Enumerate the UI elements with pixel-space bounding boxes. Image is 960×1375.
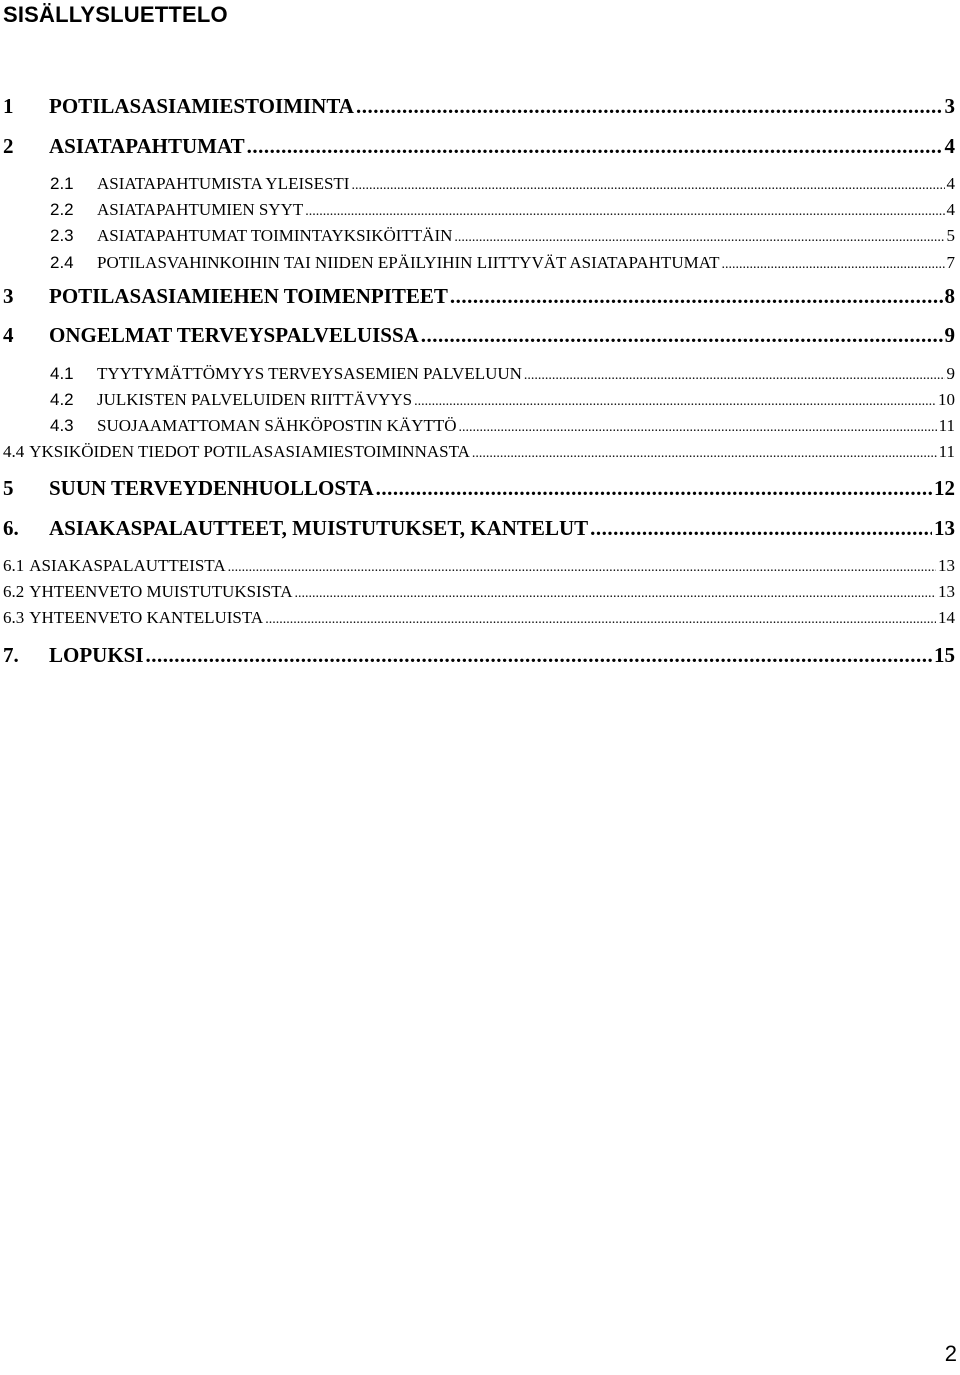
toc-entry-number: 1 bbox=[3, 94, 14, 118]
toc-entry-label: SUUN TERVEYDENHUOLLOSTA bbox=[49, 476, 374, 500]
toc-entry-page: 14 bbox=[938, 608, 955, 627]
toc-entry[interactable] bbox=[0, 476, 955, 506]
toc-entry-number: 4.3 bbox=[50, 416, 74, 435]
toc-entry[interactable] bbox=[0, 608, 955, 630]
toc-leader-dots bbox=[472, 446, 937, 462]
toc-leader-dots bbox=[450, 284, 943, 309]
toc-entry-label: ONGELMAT TERVEYSPALVELUISSA bbox=[49, 323, 419, 347]
toc-entry[interactable] bbox=[0, 442, 955, 464]
toc-entry-number: 4 bbox=[3, 323, 14, 347]
toc-entry-number: 7. bbox=[3, 643, 19, 667]
toc-entry-page: 9 bbox=[944, 323, 955, 347]
toc-entry[interactable] bbox=[0, 200, 955, 222]
toc-entry-number: 4.4 bbox=[3, 442, 25, 461]
toc-entry[interactable] bbox=[0, 416, 955, 438]
page-number: 2 bbox=[944, 1341, 957, 1366]
toc-entry[interactable] bbox=[0, 556, 955, 578]
toc-leader-dots bbox=[376, 476, 932, 501]
toc-entry-page: 4 bbox=[946, 200, 955, 219]
toc-entry[interactable] bbox=[0, 390, 955, 412]
toc-entry-number: 6. bbox=[3, 516, 19, 540]
toc-entry-number: 2 bbox=[3, 134, 14, 158]
toc-leader-dots bbox=[146, 643, 932, 668]
toc-leader-dots bbox=[721, 257, 944, 273]
toc-entry-label: SUOJAAMATTOMAN SÄHKÖPOSTIN KÄYTTÖ bbox=[97, 416, 457, 435]
toc-entry[interactable] bbox=[0, 134, 955, 164]
toc-entry-label: TYYTYMÄTTÖMYYS TERVEYSASEMIEN PALVELUUN bbox=[97, 364, 522, 383]
toc-entry-page: 4 bbox=[946, 174, 955, 193]
toc-entry-number: 2.4 bbox=[50, 253, 74, 272]
toc-entry[interactable] bbox=[0, 94, 955, 124]
toc-entry-label: ASIATAPAHTUMIEN SYYT bbox=[97, 200, 304, 219]
toc-entry-number: 3 bbox=[3, 284, 14, 308]
toc-leader-dots bbox=[590, 516, 932, 541]
toc-entry-page: 5 bbox=[946, 226, 955, 245]
toc-entry-label: ASIATAPAHTUMAT TOIMINTAYKSIKÖITTÄIN bbox=[97, 226, 453, 245]
toc-entry-label: ASIAKASPALAUTTEET, MUISTUTUKSET, KANTELUT bbox=[49, 516, 589, 540]
toc-leader-dots bbox=[454, 230, 944, 246]
toc-leader-dots bbox=[351, 178, 944, 194]
toc-entry-number: 6.2 bbox=[3, 582, 25, 601]
toc-entry[interactable] bbox=[0, 364, 955, 386]
toc-leader-dots bbox=[459, 420, 937, 436]
toc-leader-dots bbox=[228, 560, 936, 576]
toc-entry-number: 2.1 bbox=[50, 174, 74, 193]
toc-leader-dots bbox=[247, 134, 943, 159]
toc-entry-label: YHTEENVETO MUISTUTUKSISTA bbox=[29, 582, 293, 601]
toc-entry[interactable] bbox=[0, 174, 955, 196]
toc-entry-page: 11 bbox=[938, 442, 955, 461]
toc-entry[interactable] bbox=[0, 284, 955, 314]
toc-entry-page: 13 bbox=[938, 582, 955, 601]
toc-entry-number: 4.2 bbox=[50, 390, 74, 409]
toc-entry-label: ASIAKASPALAUTTEISTA bbox=[29, 556, 226, 575]
toc-leader-dots bbox=[305, 204, 944, 220]
toc-title: SISÄLLYSLUETTELO bbox=[3, 2, 228, 27]
toc-entry-page: 10 bbox=[938, 390, 955, 409]
toc-leader-dots bbox=[356, 94, 943, 119]
toc-entry-number: 2.3 bbox=[50, 226, 74, 245]
toc-entry[interactable] bbox=[0, 226, 955, 248]
toc-entry-label: LOPUKSI bbox=[49, 643, 144, 667]
toc-entry-page: 11 bbox=[938, 416, 955, 435]
toc-entry[interactable] bbox=[0, 582, 955, 604]
toc-entry-label: YKSIKÖIDEN TIEDOT POTILASASIAMIESTOIMINNASTA bbox=[29, 442, 470, 461]
toc-entry-label: POTILASVAHINKOIHIN TAI NIIDEN EPÄILYIHIN LIITTYVÄT ASIATAPAHTUMAT bbox=[97, 253, 720, 272]
toc-leader-dots bbox=[294, 586, 936, 602]
toc-entry-page: 12 bbox=[934, 476, 955, 500]
toc-leader-dots bbox=[421, 323, 943, 348]
toc-entry[interactable] bbox=[0, 253, 955, 275]
toc-entry-page: 13 bbox=[934, 516, 955, 540]
toc-entry-page: 3 bbox=[944, 94, 955, 118]
toc-entry-page: 8 bbox=[944, 284, 955, 308]
toc-entry-label: POTILASASIAMIESTOIMINTA bbox=[49, 94, 354, 118]
toc-entry-page: 9 bbox=[946, 364, 955, 383]
toc-entry-number: 6.3 bbox=[3, 608, 25, 627]
toc-entry-number: 2.2 bbox=[50, 200, 74, 219]
toc-entry-label: YHTEENVETO KANTELUISTA bbox=[29, 608, 264, 627]
toc-leader-dots bbox=[524, 368, 945, 384]
toc-leader-dots bbox=[414, 394, 936, 410]
toc-entry-number: 6.1 bbox=[3, 556, 25, 575]
toc-entry[interactable] bbox=[0, 516, 955, 546]
toc-leader-dots bbox=[265, 612, 936, 628]
toc-entry-page: 7 bbox=[946, 253, 955, 272]
toc-entry-label: JULKISTEN PALVELUIDEN RIITTÄVYYS bbox=[97, 390, 413, 409]
toc-entry-page: 13 bbox=[938, 556, 955, 575]
toc-entry-number: 5 bbox=[3, 476, 14, 500]
toc-entry-page: 15 bbox=[934, 643, 955, 667]
toc-entry-page: 4 bbox=[944, 134, 955, 158]
toc-entry-label: ASIATAPAHTUMAT bbox=[49, 134, 245, 158]
toc-entry-number: 4.1 bbox=[50, 364, 74, 383]
toc-entry-label: POTILASASIAMIEHEN TOIMENPITEET bbox=[49, 284, 448, 308]
toc-entry[interactable] bbox=[0, 323, 955, 353]
toc-entry[interactable] bbox=[0, 643, 955, 673]
toc-entry-label: ASIATAPAHTUMISTA YLEISESTI bbox=[97, 174, 350, 193]
